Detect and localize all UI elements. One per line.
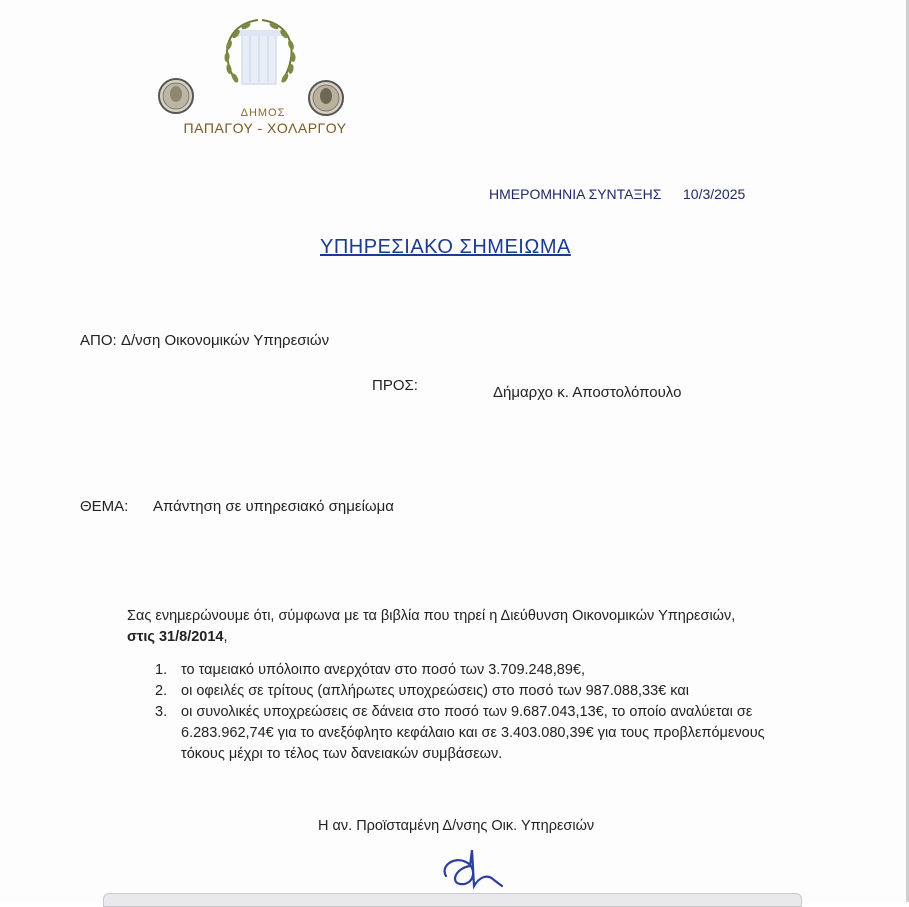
- body-intro: [127, 606, 767, 648]
- subject-value: Απάντηση σε υπηρεσιακό σημείωμα: [153, 498, 394, 515]
- to-label: ΠΡΟΣ:: [372, 377, 418, 394]
- signer-title: Η αν. Προϊσταμένη Δ/νσης Οικ. Υπηρεσιών: [318, 818, 595, 834]
- to-value: Δήμαρχο κ. Αποστολόπουλο: [493, 384, 682, 401]
- signature-icon: [436, 846, 506, 896]
- list-item: [155, 681, 775, 702]
- intro-text: Σας ενημερώνουμε ότι, σύμφωνα με τα βιβλία που τηρεί η Διεύθυνση Οικονομικών Υπηρεσιών,: [127, 608, 736, 624]
- list-item-text: το ταμειακό υπόλοιπο ανερχόταν στο ποσό των 3.709.248,89€,: [181, 662, 585, 678]
- municipality-logo: [150, 12, 360, 142]
- date-value: 10/3/2025: [683, 186, 746, 202]
- list-item-text: οι συνολικές υποχρεώσεις σε δάνεια στο ποσό των 9.687.043,13€, το οποίο αναλύεται σε 6.283.962,74€ για το ανεξόφλητο κεφάλαιο και σε 3.403.080,39€ για τους προβλεπόμενους τόκους μέχρι το τέλος των δανειακών συμβάσεων.: [181, 704, 765, 762]
- list-item: [155, 702, 775, 765]
- intro-date: στις 31/8/2014: [127, 629, 224, 645]
- date-label: ΗΜΕΡΟΜΗΝΙΑ ΣΥΝΤΑΞΗΣ: [489, 186, 662, 202]
- logo-municipality-word: ΔΗΜΟΣ: [240, 107, 286, 119]
- list-item-number: 1.: [155, 662, 168, 678]
- laurel-emblem-icon: [150, 12, 360, 122]
- list-item-text: οι οφειλές σε τρίτους (απλήρωτες υποχρεώσεις) στο ποσό των 987.088,33€ και: [181, 683, 689, 699]
- list-item: [155, 660, 775, 681]
- list-item-number: 2.: [155, 683, 168, 699]
- findings-list: [155, 660, 775, 765]
- list-item-number: 3.: [155, 704, 168, 720]
- from-value: Δ/νση Οικονομικών Υπηρεσιών: [121, 332, 330, 349]
- from-label: ΑΠΟ:: [80, 332, 117, 349]
- memo-title: ΥΠΗΡΕΣΙΑΚΟ ΣΗΜΕΙΩΜΑ: [320, 236, 571, 258]
- viewer-bottom-bar: [103, 893, 802, 907]
- subject-label: ΘΕΜΑ:: [80, 498, 129, 515]
- logo-municipality-name: ΠΑΠΑΓΟΥ - ΧΟΛΑΡΓΟΥ: [183, 120, 347, 136]
- intro-end: ,: [223, 629, 228, 645]
